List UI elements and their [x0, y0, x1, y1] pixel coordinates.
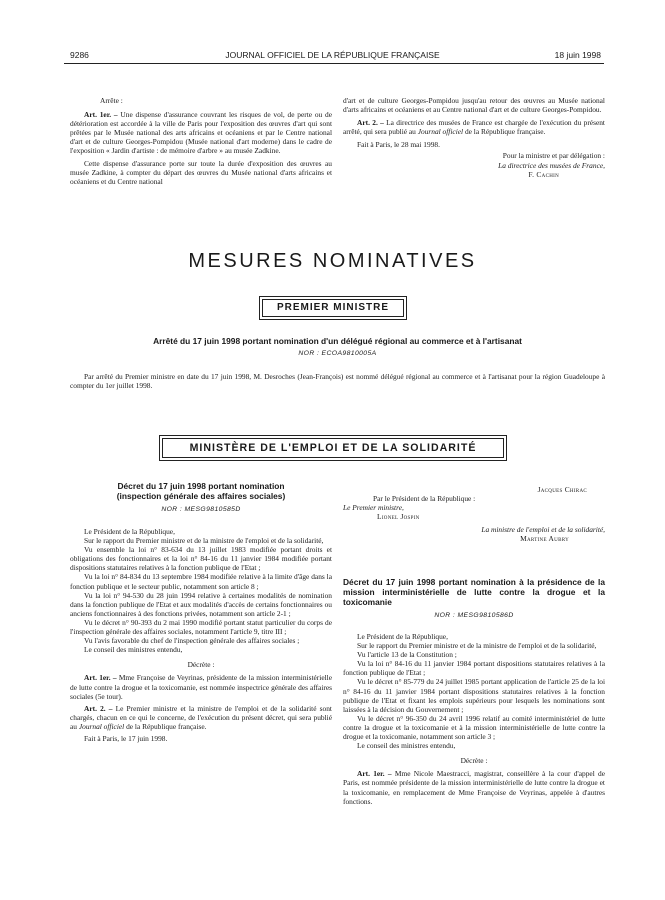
decret1-visa: Vu l'avis favorable du chef de l'inspection générale des affaires sociales ;	[84, 636, 300, 646]
ministre-title: La ministre de l'emploi et de la solidarité,	[481, 525, 605, 535]
decret1-visa: Sur le rapport du Premier ministre et de la ministre de l'emploi et de la solidarité,	[84, 536, 324, 546]
journal-officiel-ref: Journal officiel	[78, 721, 125, 731]
decret1-visa: Vu le décret n° 90-393 du 2 mai 1990 modifié portant statut particulier du corps de l'inspection générale des affaires sociales, notamment l'article 9, titre III ;	[70, 617, 332, 637]
continuation-paragraph: d'art et de culture Georges-Pompidou jusqu'au retour des œuvres au Musée national d'arts africains et océaniens et au Centre national d'art et de culture Georges-Pompidou.	[343, 96, 605, 115]
decret1-fait: Fait à Paris, le 17 juin 1998.	[84, 733, 168, 743]
arrete-body-text: Par arrêté du Premier ministre en date du 17 juin 1998, M. Desroches (Jean-François) est nommé délégué régional au commerce et à l'artisanat pour la région Guadeloupe à compter du 1er juillet 1998.	[70, 372, 605, 391]
ministere-box: MINISTÈRE DE L'EMPLOI ET DE LA SOLIDARITÉ	[162, 438, 504, 458]
journal-title: JOURNAL OFFICIEL DE LA RÉPUBLIQUE FRANÇAISE	[225, 50, 440, 60]
art2-label: Art. 2. –	[357, 118, 384, 128]
decret2-president: Le Président de la République,	[357, 632, 448, 641]
decret1-art1-text: Mme Françoise de Veyrinas, présidente de la mission interministérielle de lutte contre la drogue et la toxicomanie, est nommée inspectrice générale des affaires sociales (5e tour).	[70, 673, 332, 701]
dispense-paragraph: Cette dispense d'assurance porte sur toute la durée d'exposition des œuvres au musée Zadkine, à compter du départ des œuvres du Musée national d'arts africains et océaniens et du Centre national	[70, 158, 332, 186]
signatory-name: F. Cachin	[528, 169, 559, 179]
decret1-president: Le Président de la République,	[84, 527, 175, 536]
top-left-column	[70, 96, 332, 186]
fait-a-paris: Fait à Paris, le 28 mai 1998.	[357, 140, 440, 150]
premier-ministre-box: PREMIER MINISTRE	[262, 299, 404, 317]
pm-name: Lionel Jospin	[377, 512, 420, 522]
decret1-art2-text: Le Premier ministre et la ministre de l'emploi et de la solidarité sont chargés, chacun en ce qui le concerne, de l'exécution du présent décret, qui sera publié au	[70, 703, 332, 731]
ministre-name: Martine Aubry	[520, 534, 569, 544]
decret1-art1-label: Art. 1er. –	[84, 673, 117, 683]
signatures-block	[343, 485, 605, 544]
decret2-decrete: Décrète :	[460, 756, 488, 766]
section-title: MESURES NOMINATIVES	[188, 250, 477, 272]
par-le-president: Par le Président de la République :	[373, 494, 476, 504]
decret1-decrete: Décrète :	[187, 660, 215, 670]
decret2-visa: Vu la loi n° 84-16 du 11 janvier 1984 portant dispositions statutaires relatives à la fonction publique de l'Etat ;	[343, 659, 605, 678]
decret2-art1-label: Art. 1er. –	[357, 769, 392, 779]
decret1-visa: Le conseil des ministres entendu,	[84, 645, 183, 655]
decret1-title-line1: Décret du 17 juin 1998 portant nomination	[117, 481, 285, 491]
art2-text: La directrice des musées de France est chargée de l'exécution du présent arrêté, qui sera publié au	[343, 118, 605, 137]
decret2-nor: NOR : MESG9810586D	[434, 612, 514, 619]
header-rule	[64, 63, 604, 64]
decret1-title	[70, 481, 332, 501]
decret1-visa: Vu la loi n° 94-530 du 28 juin 1994 relative à certaines modalités de nomination dans la fonction publique de l'Etat et aux modalités d'accès de certains fonctionnaires ou anciens fonctionnaires à des fonctions privées, notamment son article 2-1 ;	[70, 590, 332, 618]
decret2-visa: Sur le rapport du Premier ministre et de la ministre de l'emploi et de la solidarité,	[357, 641, 597, 651]
decret1-art2-text-end: de la République française.	[126, 721, 207, 731]
art1-label: Art. 1er. –	[84, 110, 118, 120]
arrete-nor: NOR : ECOA9810005A	[298, 350, 377, 357]
pm-title: Le Premier ministre,	[343, 503, 404, 513]
directrice-title: La directrice des musées de France,	[498, 160, 605, 170]
delegation-line: Pour la ministre et par délégation :	[502, 151, 605, 161]
decret2-visa: Le conseil des ministres entendu,	[357, 741, 456, 751]
decret2-visa: Vu le décret n° 96-350 du 24 avril 1996 relatif au comité interministériel de lutte contre la drogue et la toxicomanie et à la mission interministérielle de lutte contre la drogue et la toxicomanie, notamment son article 3 ;	[343, 713, 605, 742]
decret2-title: Décret du 17 juin 1998 portant nomination à la présidence de la mission interministérielle de lutte contre la drogue et la toxicomanie	[343, 577, 605, 607]
decret1-visa: Vu la loi n° 84-834 du 13 septembre 1984 modifiée relative à la limite d'âge dans la fonction publique et le secteur public, notamment son article 8 ;	[70, 572, 332, 591]
decret2-visa: Vu l'article 13 de la Constitution ;	[357, 650, 457, 660]
arrete-title: Arrêté du 17 juin 1998 portant nomination d'un délégué régional au commerce et à l'artisanat	[153, 336, 522, 346]
arrete-body	[70, 372, 605, 390]
president-name: Jacques Chirac	[537, 485, 587, 494]
header-date: 18 juin 1998	[554, 50, 601, 60]
decret2-body	[343, 632, 605, 806]
decret1-nor: NOR : MESG9810585D	[161, 506, 241, 513]
decret1-body	[70, 527, 332, 743]
decret2-art1-text: Mme Nicole Maestracci, magistrat, conseillère à la cour d'appel de Paris, est nommée présidente de la mission interministérielle de lutte contre la drogue et la toxicomanie, en remplacement de Mme Françoise de Veyrinas, appelée à d'autres fonctions.	[343, 769, 605, 806]
art1-text: Une dispense d'assurance couvrant les risques de vol, de perte ou de détérioration est accordée à la ville de Paris pour l'exposition des œuvres d'art qui sont prêtées par le Musée national des arts africains et océaniens et par le Centre national d'art et de culture Georges-Pompidou (Musée national d'art moderne) dans le cadre de l'exposition « Jardin d'artiste : de mémoire d'arbre » au musée Zadkine.	[70, 110, 332, 156]
page-number: 9286	[70, 50, 89, 60]
top-right-column	[343, 96, 605, 179]
decret1-title-line2: (inspection générale des affaires sociales)	[116, 491, 286, 501]
journal-officiel-ref: Journal officiel	[417, 127, 464, 137]
decret1-visa: Vu ensemble la loi n° 83-634 du 13 juillet 1983 modifiée portant droits et obligations des fonctionnaires et la loi n° 84-16 du 11 janvier 1984 modifiée portant dispositions statutaires relatives à la fonction publique de l'Etat ;	[70, 545, 332, 573]
art2-text-end: de la République française.	[464, 127, 546, 137]
decret2-visa: Vu le décret n° 85-779 du 24 juillet 1985 portant application de l'article 25 de la loi n° 84-16 du 11 janvier 1984 portant dispositions statutaires relatives à la fonction publique de l'Etat et fixant les emplois supérieurs pour lesquels les nominations sont laissées à la décision du Gouvernement ;	[343, 677, 605, 714]
decret1-art2-label: Art. 2. –	[84, 703, 113, 713]
arrete-label: Arrête :	[100, 96, 123, 105]
